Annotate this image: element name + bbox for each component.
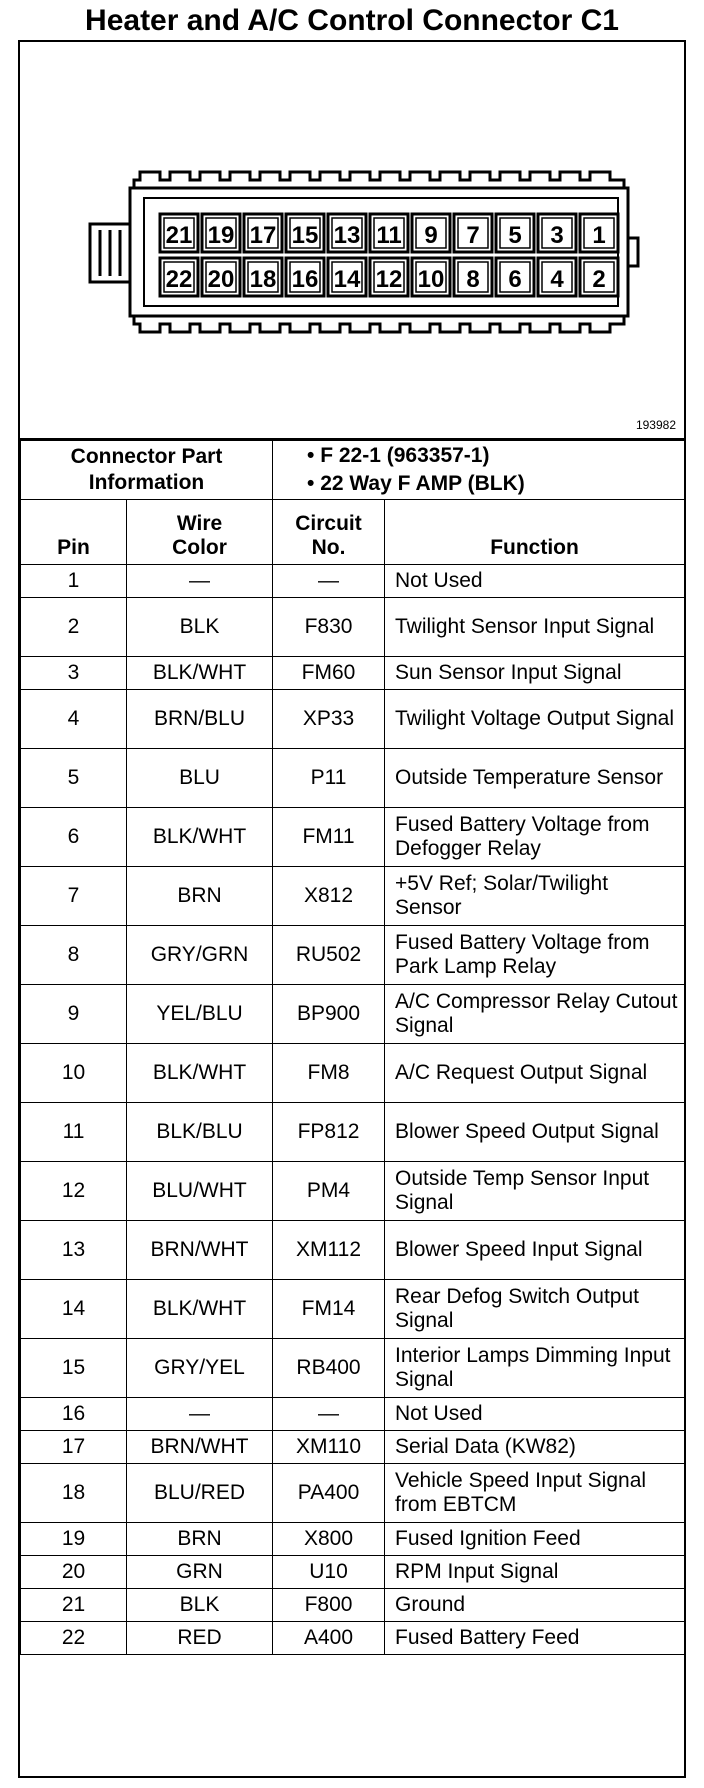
pin-cell: 18 <box>21 1464 127 1523</box>
connector-top-latch <box>134 172 624 188</box>
circuit-cell: U10 <box>273 1556 385 1589</box>
pin-cell: 16 <box>21 1398 127 1431</box>
pin-cell: 19 <box>21 1523 127 1556</box>
pin-cell: 11 <box>21 1103 127 1162</box>
circuit-cell: X812 <box>273 867 385 926</box>
pin-label-top: 17 <box>249 222 277 249</box>
header-circuit-no: Circuit No. <box>273 500 385 565</box>
pin-cell: 8 <box>21 926 127 985</box>
wire-color-cell: BRN/BLU <box>127 690 273 749</box>
wire-color-cell: BLK/WHT <box>127 808 273 867</box>
pin-label-top: 21 <box>165 222 193 249</box>
pin-label-top: 13 <box>333 222 361 249</box>
part-info-item: • F 22-1 (963357-1) <box>307 444 490 467</box>
table-row <box>21 1280 685 1339</box>
table-row <box>21 1464 685 1523</box>
wire-color-cell: GRY/YEL <box>127 1339 273 1398</box>
pin-label-bottom: 22 <box>165 266 193 293</box>
connector-diagram <box>20 42 684 440</box>
circuit-cell: FM8 <box>273 1044 385 1103</box>
table-row <box>21 1339 685 1398</box>
circuit-cell: XM112 <box>273 1221 385 1280</box>
wire-color-cell: BLK/WHT <box>127 657 273 690</box>
function-cell: Outside Temperature Sensor <box>385 749 685 808</box>
connector-frame <box>18 40 686 1778</box>
circuit-cell: P11 <box>273 749 385 808</box>
pin-cell: 5 <box>21 749 127 808</box>
wire-color-cell: BLK <box>127 1589 273 1622</box>
table-row <box>21 1622 685 1655</box>
pin-cell: 3 <box>21 657 127 690</box>
pin-label-top: 7 <box>466 222 480 249</box>
table-row <box>21 657 685 690</box>
wire-color-cell: BLK/WHT <box>127 1044 273 1103</box>
circuit-cell: X800 <box>273 1523 385 1556</box>
table-row <box>21 565 685 598</box>
function-cell: +5V Ref; Solar/Twilight Sensor <box>385 867 685 926</box>
wire-color-cell: BLK/BLU <box>127 1103 273 1162</box>
pin-label-bottom: 20 <box>207 266 235 293</box>
wire-color-cell: BLK <box>127 598 273 657</box>
pin-label-bottom: 10 <box>417 266 445 293</box>
function-cell: Twilight Voltage Output Signal <box>385 690 685 749</box>
pin-label-top: 1 <box>592 222 606 249</box>
wire-color-cell: — <box>127 565 273 598</box>
circuit-cell: — <box>273 1398 385 1431</box>
wire-color-cell: BRN/WHT <box>127 1431 273 1464</box>
function-cell: Fused Ignition Feed <box>385 1523 685 1556</box>
circuit-cell: FM11 <box>273 808 385 867</box>
header-wire-color: Wire Color <box>127 500 273 565</box>
circuit-cell: XM110 <box>273 1431 385 1464</box>
pin-cell: 22 <box>21 1622 127 1655</box>
table-row <box>21 1523 685 1556</box>
table-row <box>21 749 685 808</box>
function-cell: Vehicle Speed Input Signal from EBTCM <box>385 1464 685 1523</box>
pin-cell: 15 <box>21 1339 127 1398</box>
pin-cell: 1 <box>21 565 127 598</box>
pin-cell: 4 <box>21 690 127 749</box>
wire-color-cell: BLK/WHT <box>127 1280 273 1339</box>
wire-color-cell: BRN <box>127 1523 273 1556</box>
table-row <box>21 1162 685 1221</box>
pin-cell: 13 <box>21 1221 127 1280</box>
table-row <box>21 1103 685 1162</box>
circuit-cell: FM14 <box>273 1280 385 1339</box>
pin-label-top: 5 <box>508 222 522 249</box>
pin-cell: 12 <box>21 1162 127 1221</box>
pin-label-bottom: 2 <box>592 266 606 293</box>
circuit-cell: RU502 <box>273 926 385 985</box>
circuit-cell: BP900 <box>273 985 385 1044</box>
circuit-cell: FP812 <box>273 1103 385 1162</box>
pin-label-bottom: 8 <box>466 266 480 293</box>
function-cell: Sun Sensor Input Signal <box>385 657 685 690</box>
table-row <box>21 1044 685 1103</box>
pin-cell: 17 <box>21 1431 127 1464</box>
wire-color-cell: BLU <box>127 749 273 808</box>
function-cell: Outside Temp Sensor Input Signal <box>385 1162 685 1221</box>
wire-color-cell: BLU/WHT <box>127 1162 273 1221</box>
pinout-table <box>20 440 685 1655</box>
header-pin: Pin <box>21 500 127 565</box>
function-cell: A/C Compressor Relay Cutout Signal <box>385 985 685 1044</box>
pin-label-top: 11 <box>376 222 402 249</box>
pin-label-bottom: 18 <box>249 266 277 293</box>
pin-label-top: 9 <box>424 222 438 249</box>
circuit-cell: — <box>273 565 385 598</box>
function-cell: Ground <box>385 1589 685 1622</box>
pin-label-top: 15 <box>291 222 319 249</box>
circuit-cell: PM4 <box>273 1162 385 1221</box>
wire-color-cell: YEL/BLU <box>127 985 273 1044</box>
part-info-values <box>273 441 685 500</box>
page-title: Heater and A/C Control Connector C1 <box>85 4 619 37</box>
function-cell: Fused Battery Feed <box>385 1622 685 1655</box>
function-cell: A/C Request Output Signal <box>385 1044 685 1103</box>
part-info-row <box>21 441 685 500</box>
function-cell: Interior Lamps Dimming Input Signal <box>385 1339 685 1398</box>
wire-color-cell: BLU/RED <box>127 1464 273 1523</box>
pin-cell: 7 <box>21 867 127 926</box>
pin-label-bottom: 14 <box>333 266 361 293</box>
function-cell: Blower Speed Output Signal <box>385 1103 685 1162</box>
function-cell: Fused Battery Voltage from Defogger Relay <box>385 808 685 867</box>
table-row <box>21 598 685 657</box>
wire-color-cell: RED <box>127 1622 273 1655</box>
pin-label-bottom: 16 <box>291 266 319 293</box>
table-header-row <box>21 500 685 565</box>
connector-key <box>628 238 638 266</box>
pin-cell: 10 <box>21 1044 127 1103</box>
circuit-cell: F800 <box>273 1589 385 1622</box>
function-cell: Blower Speed Input Signal <box>385 1221 685 1280</box>
circuit-cell: FM60 <box>273 657 385 690</box>
pin-cell: 9 <box>21 985 127 1044</box>
pin-label-bottom: 6 <box>508 266 522 293</box>
function-cell: RPM Input Signal <box>385 1556 685 1589</box>
pin-cell: 6 <box>21 808 127 867</box>
circuit-cell: F830 <box>273 598 385 657</box>
wire-color-cell: GRY/GRN <box>127 926 273 985</box>
function-cell: Not Used <box>385 565 685 598</box>
function-cell: Rear Defog Switch Output Signal <box>385 1280 685 1339</box>
wire-color-cell: — <box>127 1398 273 1431</box>
pin-label-bottom: 12 <box>375 266 403 293</box>
circuit-cell: PA400 <box>273 1464 385 1523</box>
pin-label-top: 3 <box>550 222 564 249</box>
table-row <box>21 1556 685 1589</box>
connector-drawing <box>20 42 684 438</box>
table-row <box>21 690 685 749</box>
function-cell: Twilight Sensor Input Signal <box>385 598 685 657</box>
circuit-cell: A400 <box>273 1622 385 1655</box>
header-function: Function <box>385 500 685 565</box>
table-row <box>21 1589 685 1622</box>
figure-number: 193982 <box>635 418 676 432</box>
function-cell: Not Used <box>385 1398 685 1431</box>
pin-cell: 21 <box>21 1589 127 1622</box>
part-info-item: • 22 Way F AMP (BLK) <box>307 472 525 495</box>
pin-cell: 14 <box>21 1280 127 1339</box>
pin-label-top: 19 <box>207 222 235 249</box>
table-row <box>21 1431 685 1464</box>
connector-bottom-latch <box>134 316 624 332</box>
table-row <box>21 926 685 985</box>
part-info-label: Connector Part Information <box>21 441 273 500</box>
circuit-cell: XP33 <box>273 690 385 749</box>
wire-color-cell: GRN <box>127 1556 273 1589</box>
wire-color-cell: BRN <box>127 867 273 926</box>
circuit-cell: RB400 <box>273 1339 385 1398</box>
pin-label-bottom: 4 <box>550 266 564 293</box>
table-row <box>21 985 685 1044</box>
function-cell: Fused Battery Voltage from Park Lamp Relay <box>385 926 685 985</box>
wire-color-cell: BRN/WHT <box>127 1221 273 1280</box>
table-row <box>21 1221 685 1280</box>
table-row <box>21 808 685 867</box>
pin-cell: 20 <box>21 1556 127 1589</box>
table-row <box>21 1398 685 1431</box>
function-cell: Serial Data (KW82) <box>385 1431 685 1464</box>
table-row <box>21 867 685 926</box>
pin-cell: 2 <box>21 598 127 657</box>
